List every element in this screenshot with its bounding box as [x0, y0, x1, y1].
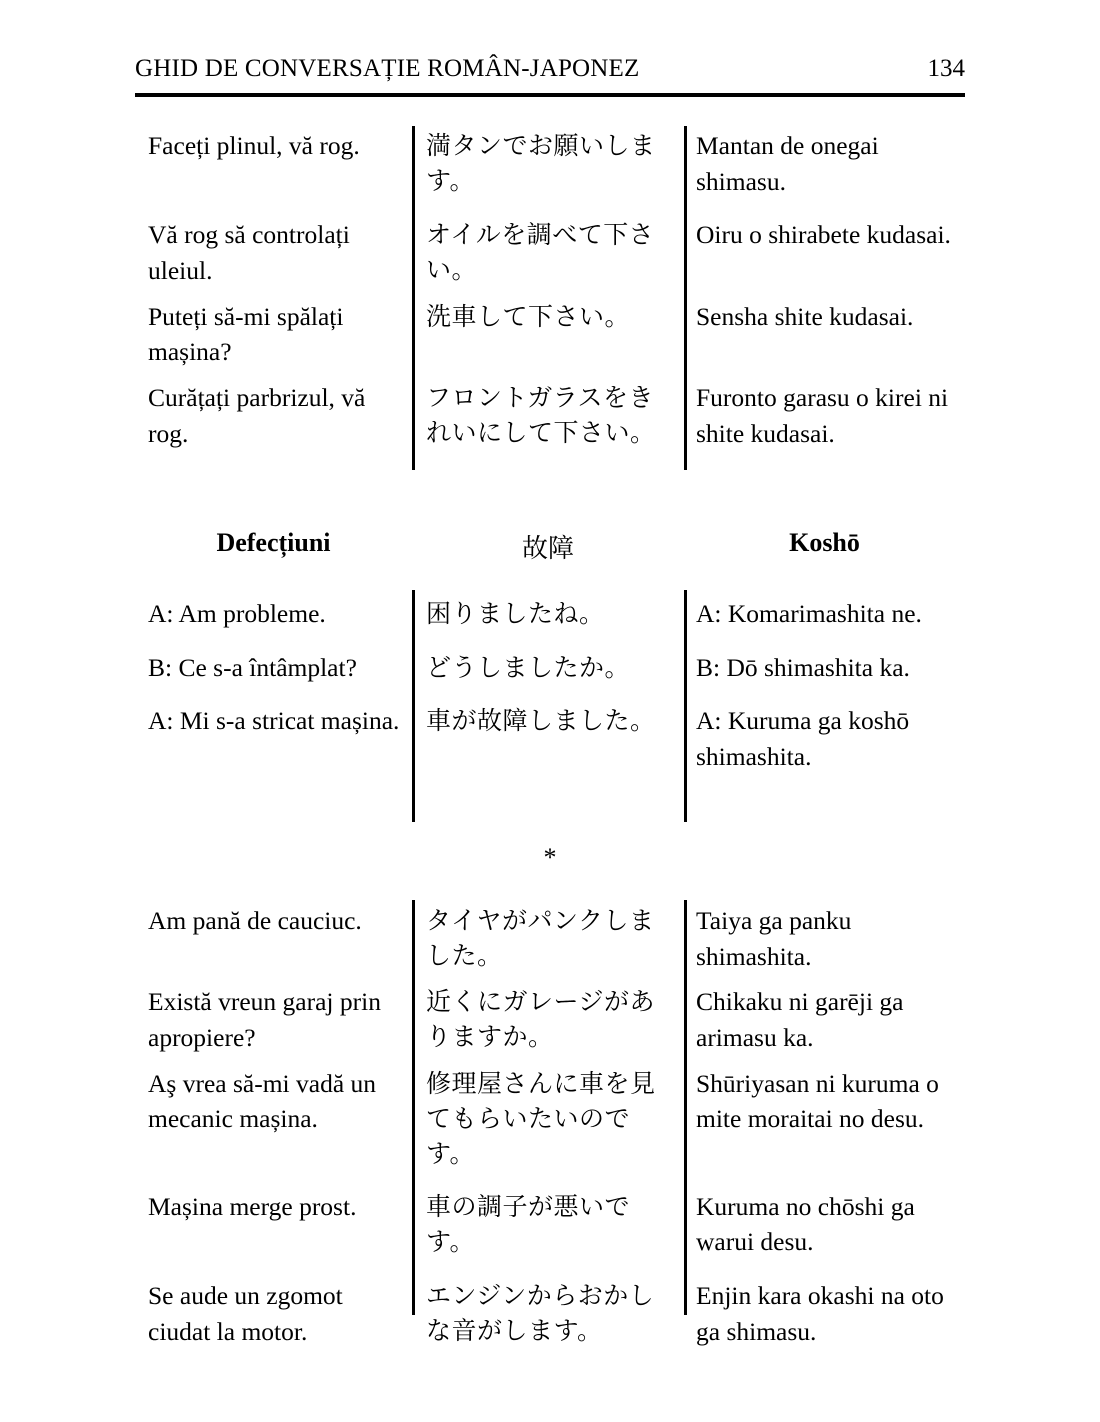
phrase-romaji: A: Kuruma ga koshō shimashita.: [696, 706, 910, 772]
phrase-japanese: エンジンからおかしな音がします。: [426, 1281, 655, 1346]
table-row: [135, 380, 965, 451]
table-row: [135, 299, 965, 370]
phrase-romanian: Curățați parbrizul, vă rog.: [148, 383, 366, 448]
phrase-romaji: B: Dō shimashita ka.: [696, 652, 910, 682]
column-divider-left: [412, 126, 415, 470]
phrase-japanese: 困りましたね。: [426, 599, 605, 628]
table-row: [135, 1189, 965, 1260]
phrase-romanian: Puteți să-mi spălați mașina?: [148, 301, 344, 367]
phrase-japanese: 車が故障しました。: [426, 706, 656, 736]
cell-japanese: [412, 1066, 684, 1171]
column-divider-right: [684, 590, 687, 822]
phrase-japanese: 近くにガレージがありますか。: [426, 987, 656, 1052]
cell-japanese: [412, 128, 684, 199]
table-row: [135, 903, 965, 974]
phrase-japanese: タイヤがパンクしました。: [426, 906, 655, 970]
cell-japanese: [412, 217, 684, 288]
section-separator-asterisk: *: [543, 843, 557, 872]
row-gap: [135, 289, 965, 299]
cell-japanese: [412, 903, 684, 974]
phrase-romanian: Faceți plinul, vă rog.: [148, 131, 360, 160]
cell-romanian: [135, 903, 412, 974]
phrase-romaji: Shūriyasan ni kuruma o mite moraitai no desu.: [696, 1068, 939, 1134]
table-row: [135, 703, 965, 774]
row-gap: [135, 1260, 965, 1278]
cell-japanese: [412, 380, 684, 451]
cell-romaji: [684, 1278, 965, 1349]
cell-romanian: [135, 1066, 412, 1171]
running-header: [135, 55, 965, 83]
phrase-romanian: Există vreun garaj prin apropiere?: [148, 987, 381, 1053]
phrase-romaji: Kuruma no chōshi ga warui desu.: [696, 1191, 915, 1257]
cell-romanian: [135, 650, 412, 686]
table-row: [135, 217, 965, 288]
cell-romaji: [684, 984, 965, 1055]
phrase-japanese: 車の調子が悪いです。: [426, 1191, 631, 1256]
cell-japanese: [412, 984, 684, 1055]
cell-japanese: [412, 596, 684, 632]
column-divider-right: [684, 126, 687, 470]
row-gap: [135, 685, 965, 703]
phrase-table-pana: [135, 903, 965, 1350]
phrase-romanian: A: Mi s-a stricat mașina.: [148, 706, 400, 736]
table-row: [135, 1278, 965, 1349]
phrase-romaji: Oiru o shirabete kudasai.: [696, 220, 951, 250]
phrase-romaji: Chikaku ni garēji ga arimasu ka.: [696, 987, 904, 1053]
section-heading-romaji: Koshō: [789, 528, 860, 557]
cell-romaji: [684, 299, 965, 370]
cell-romanian: [135, 299, 412, 370]
column-divider-left: [412, 900, 415, 1315]
phrase-romanian: Mașina merge prost.: [148, 1191, 357, 1221]
cell-romaji: [684, 217, 965, 288]
section-headings-defectiuni: [135, 528, 965, 565]
phrase-romanian: B: Ce s-a întâmplat?: [148, 652, 357, 682]
cell-romanian: [135, 596, 412, 632]
phrase-romanian: Se aude un zgomot ciudat la motor.: [148, 1281, 343, 1346]
cell-japanese: [412, 650, 684, 686]
table-row: [135, 596, 965, 632]
section-heading-romanian: Defecțiuni: [216, 528, 331, 557]
cell-romanian: [135, 380, 412, 451]
header-title: GHID DE CONVERSAȚIE ROMÂN-JAPONEZ: [135, 55, 640, 82]
phrase-romaji: Taiya ga panku shimashita.: [696, 906, 852, 971]
phrase-romanian: Aş vrea să-mi vadă un mecanic mașina.: [148, 1068, 377, 1134]
phrase-japanese: どうしましたか。: [426, 652, 631, 682]
row-gap: [135, 1171, 965, 1189]
cell-romanian: [135, 1189, 412, 1260]
phrase-japanese: 修理屋さんに車を見てもらいたいのです。: [426, 1068, 656, 1168]
cell-romaji: [684, 650, 965, 686]
column-divider-right: [684, 900, 687, 1315]
row-gap: [135, 370, 965, 380]
page-number: 134: [927, 55, 965, 82]
cell-romaji: [684, 1189, 965, 1260]
phrase-japanese: フロントガラスをきれいにして下さい。: [426, 383, 656, 448]
cell-japanese: [412, 1278, 684, 1349]
cell-romaji: [684, 903, 965, 974]
phrase-romanian: Am pană de cauciuc.: [148, 906, 362, 935]
cell-romaji: [684, 596, 965, 632]
cell-romaji: [684, 380, 965, 451]
cell-japanese: [412, 1189, 684, 1260]
cell-romaji: [684, 1066, 965, 1171]
header-rule: [135, 93, 965, 97]
column-divider-left: [412, 590, 415, 822]
row-gap: [135, 199, 965, 217]
phrase-romaji: A: Komarimashita ne.: [696, 599, 922, 628]
table-row: [135, 984, 965, 1055]
table-row: [135, 1066, 965, 1171]
cell-romaji: [684, 703, 965, 774]
phrase-romanian: Vă rog să controlați uleiul.: [148, 220, 350, 286]
cell-romanian: [135, 984, 412, 1055]
cell-japanese: [412, 703, 684, 774]
phrase-japanese: 満タンでお願いします。: [426, 131, 656, 195]
row-gap: [135, 1056, 965, 1066]
phrase-japanese: オイルを調べて下さい。: [426, 220, 655, 285]
table-row: [135, 128, 965, 199]
cell-romaji: [684, 128, 965, 199]
cell-romanian: [135, 703, 412, 774]
phrase-romaji: Sensha shite kudasai.: [696, 301, 914, 331]
phrase-romaji: Enjin kara okashi na oto ga shimasu.: [696, 1281, 944, 1346]
phrase-romaji: Mantan de onegai shimasu.: [696, 131, 879, 196]
section-heading-japanese: 故障: [521, 534, 574, 564]
cell-romanian: [135, 128, 412, 199]
phrase-table-service: [135, 128, 965, 452]
row-gap: [135, 632, 965, 650]
cell-romanian: [135, 217, 412, 288]
phrase-japanese: 洗車して下さい。: [426, 301, 631, 331]
phrase-romanian: A: Am probleme.: [148, 599, 326, 628]
table-row: [135, 650, 965, 686]
cell-japanese: [412, 299, 684, 370]
cell-romanian: [135, 1278, 412, 1349]
dialogue-table-defectiuni: [135, 596, 965, 775]
row-gap: [135, 974, 965, 984]
phrase-romaji: Furonto garasu o kirei ni shite kudasai.: [696, 383, 949, 448]
